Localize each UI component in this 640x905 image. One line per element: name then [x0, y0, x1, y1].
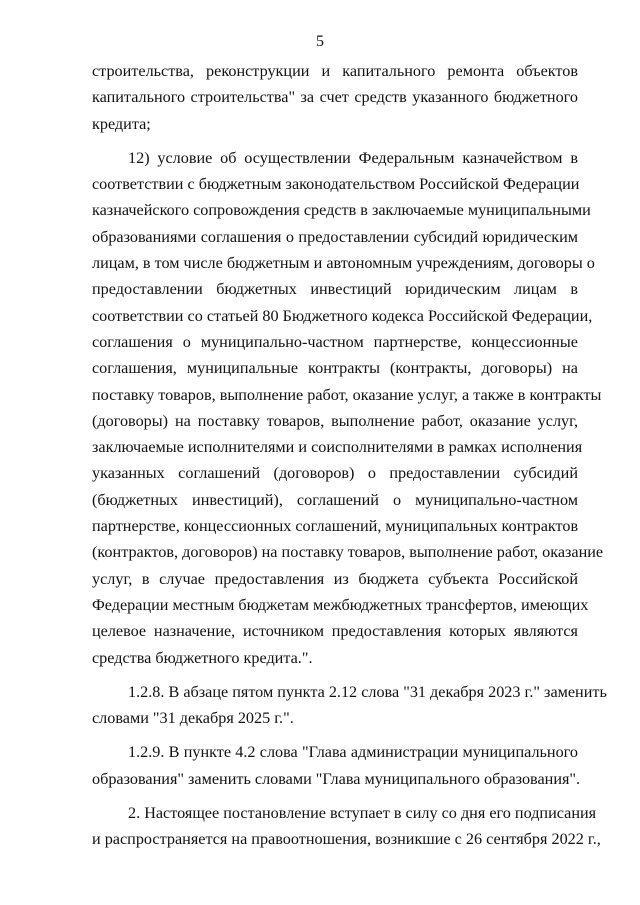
text-line: 12) условие об осуществлении Федеральным казначейством в [128, 148, 578, 167]
text-line: 1.2.9. В пункте 4.2 слова "Глава администрации муниципального [128, 743, 578, 762]
page-number: 5 [316, 33, 324, 50]
text-line: (договоры) на поставку товаров, выполнение работ, оказание услуг, [92, 411, 578, 430]
text-line: целевое назначение, источником предоставления которых являются [92, 622, 578, 641]
text-line: словами "31 декабря 2025 г.". [92, 709, 294, 728]
text-line: соответствии со статьей 80 Бюджетного кодекса Российской Федерации, [92, 306, 593, 325]
text-line: средства бюджетного кредита.". [92, 648, 313, 667]
text-line: и распространяется на правоотношения, возникшие с 26 сентября 2022 г., [92, 830, 601, 849]
text-line: соглашения, муниципальные контракты (контракты, договоры) на [92, 359, 578, 378]
text-line: услуг, в случае предоставления из бюджета субъекта Российской [92, 569, 578, 588]
text-line: партнерстве, концессионных соглашений, муниципальных контрактов [92, 517, 579, 536]
text-line: (бюджетных инвестиций), соглашений о муниципально-частном [92, 490, 578, 509]
text-line: строительства, реконструкции и капитального ремонта объектов [92, 62, 578, 80]
text-line: поставку товаров, выполнение работ, оказание услуг, а также в контракты [92, 385, 602, 404]
text-line: казначейского сопровождения средств в заключаемые муниципальными [92, 201, 591, 220]
text-line: соответствии с бюджетным законодательством Российской Федерации [92, 175, 580, 194]
text-line: предоставлении бюджетных инвестиций юридическим лицам в [92, 280, 578, 299]
text-line: капитального строительства" за счет средств указанного бюджетного [92, 88, 578, 107]
text-line: лицам, в том числе бюджетным и автономным учреждениям, договоры о [92, 254, 595, 273]
text-line: заключаемые исполнителями и соисполнителями в рамках исполнения [92, 438, 583, 457]
text-line: 2. Настоящее постановление вступает в силу со дня его подписания [128, 804, 597, 823]
text-line: (контрактов, договоров) на поставку товаров, выполнение работ, оказание [92, 543, 604, 562]
document-body [92, 58, 607, 853]
text-line: кредита; [92, 114, 151, 133]
text-line: указанных соглашений (договоров) о предоставлении субсидий [92, 464, 578, 483]
text-line: Федерации местным бюджетам межбюджетных трансфертов, имеющих [92, 595, 589, 614]
text-line: соглашения о муниципально-частном партнерстве, концессионные [92, 332, 578, 351]
text-line: образованиями соглашения о предоставлении субсидий юридическим [92, 227, 578, 246]
text-line: 1.2.8. В абзаце пятом пункта 2.12 слова "31 декабря 2023 г." заменить [128, 682, 607, 701]
text-line: образования" заменить словами "Глава муниципального образования". [92, 769, 581, 788]
